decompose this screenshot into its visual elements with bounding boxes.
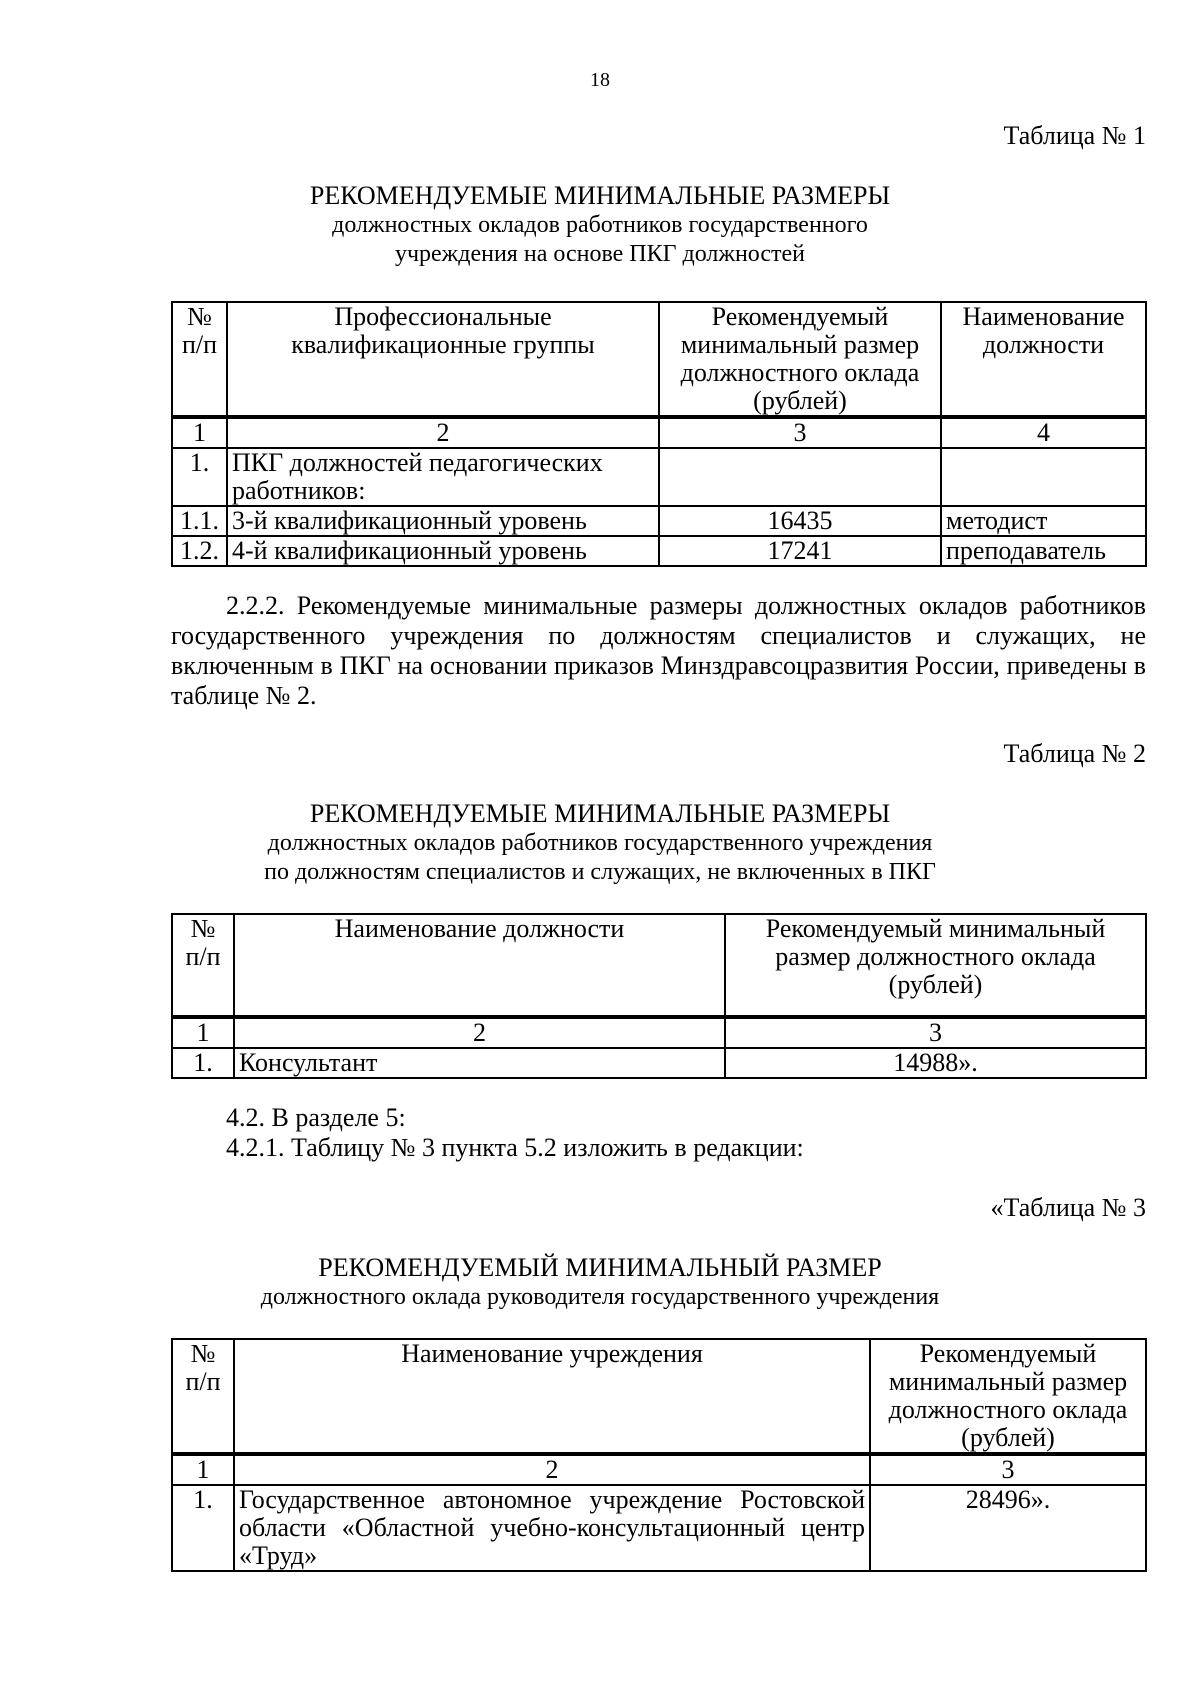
table2 [171, 913, 1147, 1079]
table2-col-number: 1 [172, 1017, 234, 1048]
table2-label: Таблица № 2 [1003, 739, 1146, 768]
table-row [172, 1048, 1146, 1078]
table1-header-position-line1: Наименование [962, 302, 1125, 331]
row-salary: 16435 [659, 506, 941, 536]
row-num: 1.1. [172, 506, 227, 536]
table1-col-number: 3 [659, 417, 941, 448]
table1-col-number: 1 [172, 417, 227, 448]
table1-title-block [0, 181, 1200, 269]
table2-title-block [0, 799, 1200, 887]
section-4-2 [171, 1103, 1146, 1163]
table3-title-block [0, 1253, 1200, 1312]
table2-header-num-line1: № [190, 914, 216, 943]
table1-header-position [941, 302, 1146, 417]
row-num: 1. [172, 1485, 234, 1571]
page-number: 18 [590, 69, 610, 91]
table1-header-num-line2: п/п [181, 330, 218, 359]
table3-col-number: 2 [234, 1454, 870, 1485]
table3-header-row [172, 1339, 1146, 1454]
table2-subtitle-line2: по должностям специалистов и служащих, не включенных в ПКГ [264, 859, 936, 885]
table3-header-num-line2: п/п [185, 1367, 221, 1396]
table1-header-row [172, 302, 1146, 417]
row-institution: Государственное автономное учреждение Ростовской области «Областной учебно-консультационный центр «Труд» [234, 1485, 870, 1571]
table3-header-num-line1: № [190, 1339, 216, 1368]
table1-header-salary-line1: Рекомендуемый [711, 302, 889, 331]
row-num: 1. [172, 1048, 234, 1078]
table3-col-number: 1 [172, 1454, 234, 1485]
table2-header-position: Наименование должности [234, 914, 725, 1017]
row-num: 1. [172, 448, 227, 506]
row-position: преподаватель [941, 536, 1146, 566]
table3-label: «Таблица № 3 [990, 1193, 1146, 1222]
row-salary: 17241 [659, 536, 941, 566]
table3-header-salary-line3: должностного оклада [888, 1395, 1128, 1424]
table2-numbering-row [172, 1017, 1146, 1048]
table1 [171, 301, 1147, 567]
table1-label: Таблица № 1 [1003, 121, 1146, 150]
table3-header-institution: Наименование учреждения [234, 1339, 870, 1454]
table2-header-num-line2: п/п [185, 942, 221, 971]
row-group: ПКГ должностей педагогических работников: [227, 448, 659, 506]
table2-col-number: 2 [234, 1017, 725, 1048]
table1-header-salary-line4: (рублей) [753, 386, 847, 415]
section-4-2-text: 4.2. В разделе 5: [226, 1103, 406, 1132]
table3 [171, 1338, 1147, 1572]
paragraph-2-2-2 [171, 591, 1146, 711]
row-group: 3-й квалификационный уровень [227, 506, 659, 536]
table-row [172, 506, 1146, 536]
table1-numbering-row [172, 417, 1146, 448]
table-row [172, 1485, 1146, 1571]
table1-col-number: 2 [227, 417, 659, 448]
paragraph-2-2-2-text: 2.2.2. Рекомендуемые минимальные размеры должностных окладов работников государственного учреждения по должностям специалистов и служащих, не включенным в ПКГ на основании приказов Минздравсоцразвития России, приведены в таблице № 2. [171, 591, 1146, 710]
table1-subtitle-line1: должностных окладов работников государственного [332, 212, 868, 238]
table1-subtitle-line2: учреждения на основе ПКГ должностей [394, 241, 806, 267]
table1-header-group-line2: квалификационные группы [291, 330, 595, 359]
row-salary: 28496». [870, 1485, 1146, 1571]
row-position: Консультант [234, 1048, 725, 1078]
row-salary [659, 448, 941, 506]
row-group: 4-й квалификационный уровень [227, 536, 659, 566]
table3-header-salary-line1: Рекомендуемый [919, 1339, 1097, 1368]
table2-subtitle-line1: должностных окладов работников государственного учреждения [267, 830, 933, 856]
table1-header-num-line1: № [187, 302, 212, 331]
table3-header-salary-line4: (рублей) [961, 1423, 1055, 1452]
table3-header-salary-line2: минимальный размер [888, 1367, 1128, 1396]
table3-subtitle-line1: должностного оклада руководителя государственного учреждения [260, 1284, 940, 1310]
table-row [172, 448, 1146, 506]
table2-header-num [172, 914, 234, 1017]
table2-title: РЕКОМЕНДУЕМЫЕ МИНИМАЛЬНЫЕ РАЗМЕРЫ [309, 799, 891, 828]
table2-header-salary-line3: (рублей) [888, 970, 983, 999]
section-4-2-1-text: 4.2.1. Таблицу № 3 пункта 5.2 изложить в редакции: [226, 1133, 804, 1162]
table3-header-num [172, 1339, 234, 1454]
table1-col-number: 4 [941, 417, 1146, 448]
table2-header-salary [725, 914, 1146, 1017]
table1-title: РЕКОМЕНДУЕМЫЕ МИНИМАЛЬНЫЕ РАЗМЕРЫ [309, 181, 891, 210]
row-num: 1.2. [172, 536, 227, 566]
row-position [941, 448, 1146, 506]
table1-header-salary [659, 302, 941, 417]
row-salary: 14988». [725, 1048, 1146, 1078]
table1-header-position-line2: должности [982, 330, 1105, 359]
table3-header-salary [870, 1339, 1146, 1454]
table2-header-row [172, 914, 1146, 1017]
table1-header-group-line1: Профессиональные [334, 302, 552, 331]
table1-header-salary-line3: должностного оклада [680, 358, 920, 387]
table2-header-salary-line2: размер должностного оклада [775, 942, 1096, 971]
table-row [172, 536, 1146, 566]
table1-header-group [227, 302, 659, 417]
table2-col-number: 3 [725, 1017, 1146, 1048]
table2-header-salary-line1: Рекомендуемый минимальный [765, 914, 1106, 943]
table3-numbering-row [172, 1454, 1146, 1485]
table3-col-number: 3 [870, 1454, 1146, 1485]
row-position: методист [941, 506, 1146, 536]
table1-header-salary-line2: минимальный размер [680, 330, 920, 359]
table1-header-num [172, 302, 227, 417]
table3-title: РЕКОМЕНДУЕМЫЙ МИНИМАЛЬНЫЙ РАЗМЕР [318, 1253, 882, 1282]
